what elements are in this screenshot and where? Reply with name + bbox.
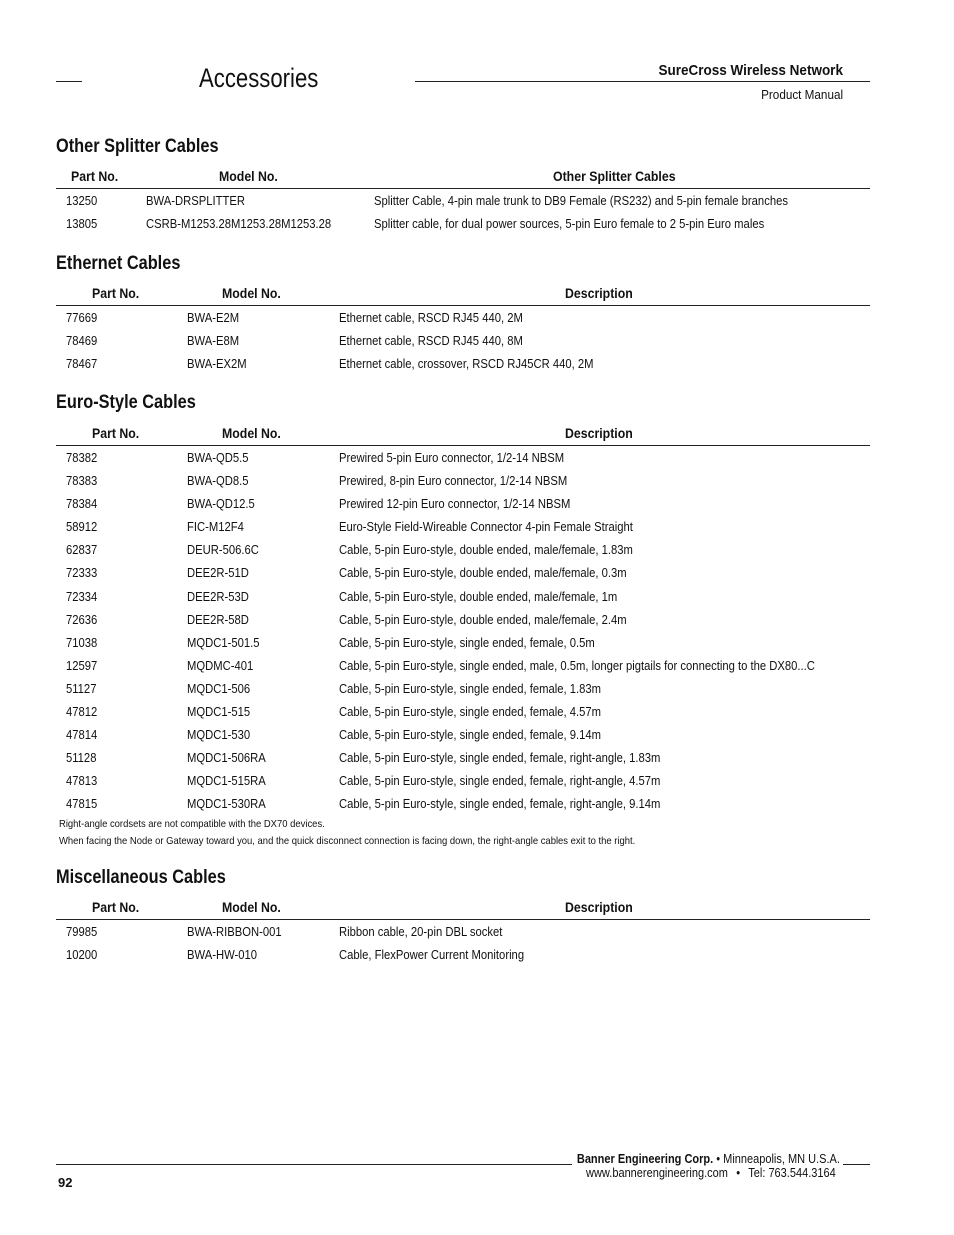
column-header-model-no: Model No.: [222, 899, 281, 915]
description-cell: Cable, 5-pin Euro-style, single ended, female, 9.14m: [339, 728, 602, 743]
column-header-description: Description: [565, 899, 633, 915]
model-number-cell: BWA-DRSPLITTER: [146, 194, 245, 208]
miscellaneous-cables-table: [56, 897, 870, 966]
description-cell: Cable, 5-pin Euro-style, single ended, female, right-angle, 4.57m: [339, 774, 661, 789]
description-cell: Cable, 5-pin Euro-style, double ended, male/female, 2.4m: [339, 612, 627, 627]
model-number-cell: DEE2R-58D: [187, 612, 249, 627]
part-number-cell: 12597: [66, 658, 98, 673]
part-number-cell: 77669: [66, 311, 98, 325]
product-name: SureCross Wireless Network: [658, 62, 843, 79]
part-number-cell: 72334: [66, 589, 98, 604]
part-number-cell: 47814: [66, 728, 98, 743]
table-row: [56, 792, 870, 815]
model-number-cell: DEUR-506.6C: [187, 543, 259, 558]
model-number-cell: DEE2R-53D: [187, 589, 249, 604]
table-row: [56, 585, 870, 608]
footer-contact-line: [586, 1166, 836, 1180]
table-row: [56, 538, 870, 561]
footer-company-line: [577, 1152, 840, 1166]
description-cell: Prewired 5-pin Euro connector, 1/2-14 NBSM: [339, 451, 565, 465]
section-title-euro: Euro-Style Cables: [56, 392, 196, 413]
column-header-part-no: Part No.: [92, 285, 140, 301]
table-row: [56, 920, 870, 943]
table-row: [56, 515, 870, 538]
model-number-cell: BWA-E2M: [187, 311, 240, 325]
phone-number: Tel: 763.544.3164: [748, 1166, 836, 1180]
table-header: [56, 166, 870, 189]
part-number-cell: 78382: [66, 451, 98, 465]
footer-rule-right: [843, 1164, 870, 1165]
section-title-splitter: Other Splitter Cables: [56, 136, 219, 157]
description-cell: Ethernet cable, RSCD RJ45 440, 2M: [339, 311, 523, 325]
footer-rule-left: [56, 1164, 572, 1165]
model-number-cell: MQDC1-515RA: [187, 774, 266, 789]
model-number-cell: MQDC1-515: [187, 705, 251, 720]
description-cell: Ribbon cable, 20-pin DBL socket: [339, 925, 503, 939]
model-number-cell: BWA-QD8.5: [187, 474, 249, 489]
description-cell: Cable, 5-pin Euro-style, single ended, female, 0.5m: [339, 635, 595, 650]
bullet-separator: •: [736, 1166, 741, 1180]
section-title-misc: Miscellaneous Cables: [56, 867, 226, 888]
page-number: 92: [58, 1175, 73, 1190]
description-cell: Cable, 5-pin Euro-style, double ended, male/female, 0.3m: [339, 566, 627, 581]
model-number-cell: FIC-M12F4: [187, 520, 244, 535]
table-row: [56, 654, 870, 677]
footnote-right-angle-compat: Right-angle cordsets are not compatible with the DX70 devices.: [59, 818, 325, 830]
website-link[interactable]: www.bannerengineering.com: [586, 1166, 729, 1180]
description-cell: Prewired, 8-pin Euro connector, 1/2-14 NBSM: [339, 474, 568, 489]
description-cell: Cable, 5-pin Euro-style, double ended, male/female, 1.83m: [339, 543, 633, 558]
table-row: [56, 746, 870, 769]
table-row: [56, 352, 870, 375]
splitter-cables-table: [56, 166, 870, 235]
table-row: [56, 700, 870, 723]
part-number-cell: 72333: [66, 566, 98, 581]
table-row: [56, 189, 870, 212]
part-number-cell: 72636: [66, 612, 98, 627]
description-cell: Ethernet cable, RSCD RJ45 440, 8M: [339, 334, 523, 349]
table-row: [56, 492, 870, 515]
document-type: Product Manual: [761, 87, 843, 102]
model-number-cell: MQDC1-506RA: [187, 751, 266, 766]
description-cell: Prewired 12-pin Euro connector, 1/2-14 NBSM: [339, 497, 571, 512]
model-number-cell: BWA-EX2M: [187, 357, 247, 372]
description-cell: Cable, 5-pin Euro-style, double ended, male/female, 1m: [339, 589, 618, 604]
table-header: [56, 283, 870, 306]
part-number-cell: 78383: [66, 474, 98, 489]
description-cell: Cable, FlexPower Current Monitoring: [339, 948, 525, 963]
model-number-cell: MQDC1-530RA: [187, 797, 266, 812]
table-header: [56, 423, 870, 446]
part-number-cell: 47812: [66, 705, 98, 720]
table-row: [56, 212, 870, 235]
company-name: Banner Engineering Corp.: [576, 1152, 714, 1166]
model-number-cell: BWA-QD5.5: [187, 451, 249, 465]
column-header-model-no: Model No.: [222, 285, 281, 301]
part-number-cell: 51127: [66, 681, 97, 696]
ethernet-cables-table: [56, 283, 870, 375]
description-cell: Euro-Style Field-Wireable Connector 4-pin Female Straight: [339, 520, 633, 535]
table-body: [56, 189, 870, 235]
part-number-cell: 78469: [66, 334, 98, 349]
table-row: [56, 769, 870, 792]
column-header-description: Other Splitter Cables: [553, 168, 676, 184]
model-number-cell: BWA-QD12.5: [187, 497, 255, 512]
table-row: [56, 943, 870, 966]
column-header-model-no: Model No.: [222, 425, 281, 441]
page-section-title: Accessories: [199, 63, 319, 93]
model-number-cell: DEE2R-51D: [187, 566, 249, 581]
table-row: [56, 631, 870, 654]
footnote-right-angle-orientation: When facing the Node or Gateway toward you, and the quick disconnect connection is facing down, the right-angle cables exit to the right.: [59, 835, 636, 847]
table-row: [56, 561, 870, 584]
model-number-cell: BWA-RIBBON-001: [187, 925, 282, 939]
model-number-cell: CSRB-M1253.28M1253.28M1253.28: [146, 217, 332, 232]
table-row: [56, 723, 870, 746]
header-rule-left: [56, 81, 82, 82]
table-row: [56, 329, 870, 352]
part-number-cell: 47815: [66, 797, 98, 812]
column-header-description: Description: [565, 425, 633, 441]
table-header: [56, 897, 870, 920]
part-number-cell: 51128: [66, 751, 97, 766]
header-rule-right: [415, 81, 870, 82]
model-number-cell: MQDC1-506: [187, 681, 251, 696]
table-row: [56, 469, 870, 492]
column-header-part-no: Part No.: [92, 425, 140, 441]
description-cell: Ethernet cable, crossover, RSCD RJ45CR 440, 2M: [339, 357, 594, 372]
part-number-cell: 13805: [66, 217, 98, 232]
part-number-cell: 58912: [66, 520, 98, 535]
model-number-cell: BWA-E8M: [187, 334, 240, 349]
table-body: [56, 446, 870, 816]
model-number-cell: MQDMC-401: [187, 658, 254, 673]
description-cell: Cable, 5-pin Euro-style, single ended, male, 0.5m, longer pigtails for connecting to the DX80...C: [339, 658, 815, 673]
description-cell: Splitter cable, for dual power sources, 5-pin Euro female to 2 5-pin Euro males: [374, 217, 765, 232]
column-header-part-no: Part No.: [92, 899, 140, 915]
column-header-part-no: Part No.: [71, 168, 119, 184]
description-cell: Cable, 5-pin Euro-style, single ended, female, right-angle, 9.14m: [339, 797, 661, 812]
part-number-cell: 78384: [66, 497, 98, 512]
euro-style-cables-table: [56, 423, 870, 816]
part-number-cell: 79985: [66, 925, 98, 939]
description-cell: Cable, 5-pin Euro-style, single ended, female, 1.83m: [339, 681, 602, 696]
model-number-cell: BWA-HW-010: [187, 948, 258, 963]
bullet-separator: •: [716, 1152, 721, 1166]
model-number-cell: MQDC1-530: [187, 728, 251, 743]
part-number-cell: 10200: [66, 948, 98, 963]
part-number-cell: 13250: [66, 194, 98, 208]
part-number-cell: 78467: [66, 357, 98, 372]
company-location: Minneapolis, MN U.S.A.: [723, 1152, 840, 1166]
description-cell: Splitter Cable, 4-pin male trunk to DB9 Female (RS232) and 5-pin female branches: [374, 194, 788, 208]
table-row: [56, 608, 870, 631]
table-row: [56, 446, 870, 469]
column-header-model-no: Model No.: [219, 168, 278, 184]
description-cell: Cable, 5-pin Euro-style, single ended, female, 4.57m: [339, 705, 602, 720]
table-row: [56, 306, 870, 329]
column-header-description: Description: [565, 285, 633, 301]
part-number-cell: 47813: [66, 774, 98, 789]
model-number-cell: MQDC1-501.5: [187, 635, 260, 650]
table-row: [56, 677, 870, 700]
table-body: [56, 920, 870, 966]
part-number-cell: 62837: [66, 543, 98, 558]
part-number-cell: 71038: [66, 635, 98, 650]
section-title-ethernet: Ethernet Cables: [56, 253, 181, 274]
table-body: [56, 306, 870, 375]
description-cell: Cable, 5-pin Euro-style, single ended, female, right-angle, 1.83m: [339, 751, 661, 766]
